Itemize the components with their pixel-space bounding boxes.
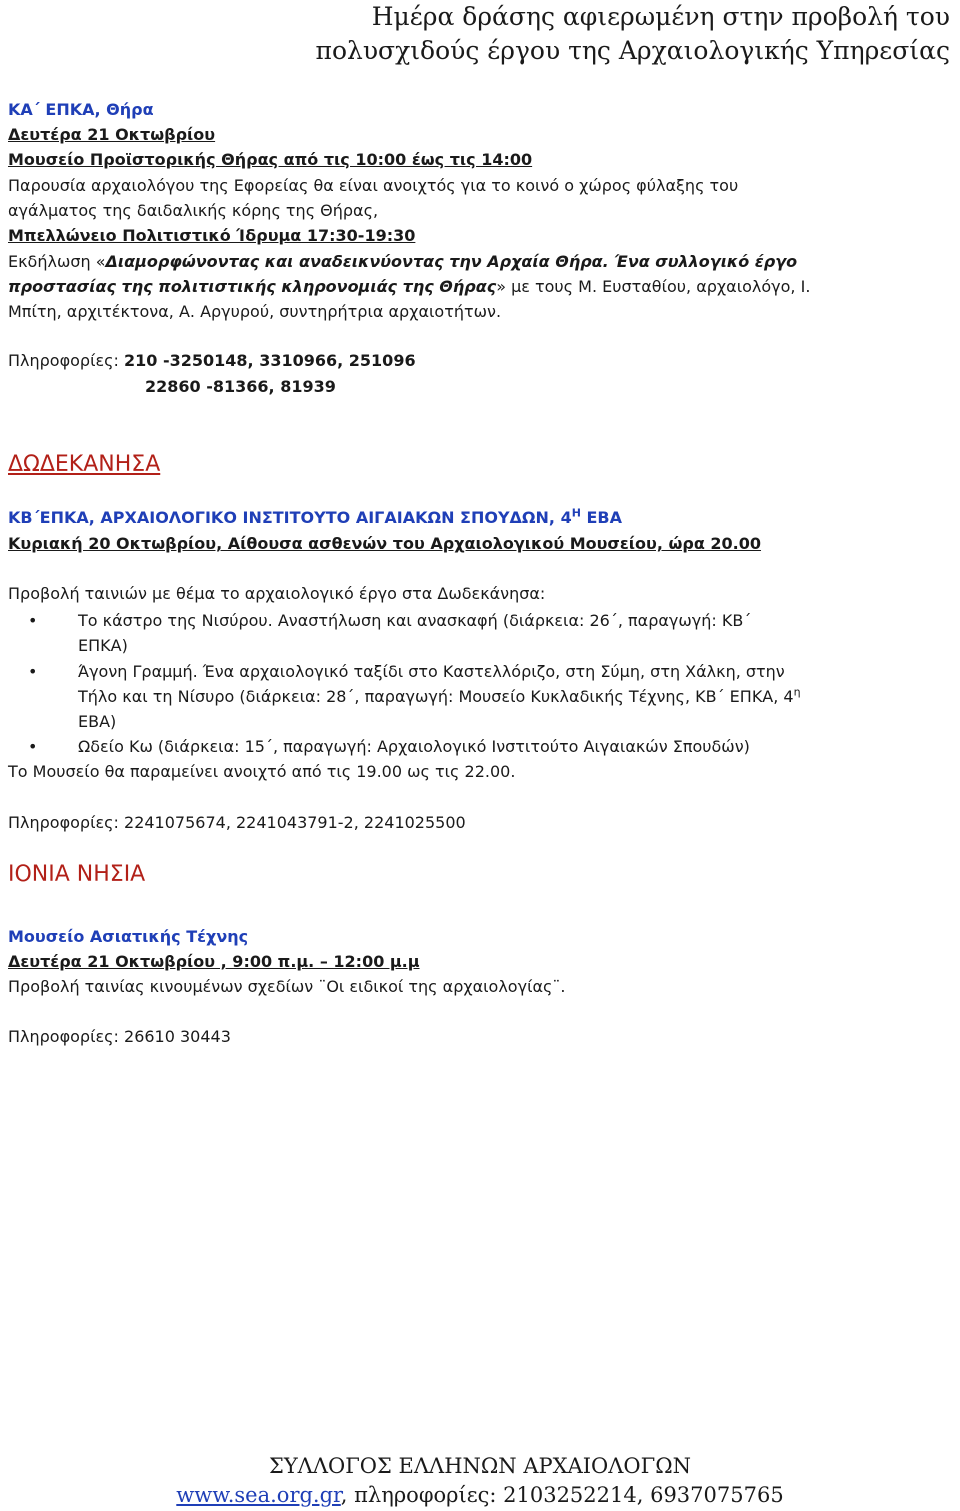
thira-date: Δευτέρα 21 Οκτωβρίου xyxy=(8,125,216,144)
ephorate-sup: Η xyxy=(571,506,581,520)
thira-info xyxy=(8,348,952,373)
event-title-2: προστασίας της πολιτιστικής κληρονομιάς της Θήρας xyxy=(8,277,497,296)
event-prefix: Εκδήλωση « xyxy=(8,252,106,271)
header-line-2: πολυσχιδούς έργου της Αρχαιολογικής Υπηρεσίας xyxy=(315,36,950,65)
footer-org: ΣΥΛΛΟΓΟΣ ΕΛΛΗΝΩΝ ΑΡΧΑΙΟΛΟΓΩΝ xyxy=(268,1454,692,1478)
region-dodecanese: ΔΩΔΕΚΑΝΗΣΑ xyxy=(8,452,161,477)
film-3: Ωδείο Κω (διάρκεια: 15΄, παραγωγή: Αρχαιολογικό Ινστιτούτο Αιγαιακών Σπουδών) xyxy=(78,737,750,756)
header-line-1: Ημέρα δράσης αφιερωμένη στην προβολή του xyxy=(371,2,950,31)
thira-venue: Μπελλώνειο Πολιτιστικό Ίδρυμα 17:30-19:30 xyxy=(8,226,416,245)
thira-museum: Μουσείο Προϊστορικής Θήρας από τις 10:00 έως τις 14:00 xyxy=(8,150,533,169)
ionian-date: Δευτέρα 21 Οκτωβρίου , 9:00 π.μ. – 12:00 μ.μ xyxy=(8,952,420,971)
dodecanese-ephorate xyxy=(8,505,952,530)
event-title-1: Διαμορφώνοντας και αναδεικνύοντας την Αρχαία Θήρα. Ένα συλλογικό έργο xyxy=(105,252,798,271)
ionian-museum: Μουσείο Ασιατικής Τέχνης xyxy=(8,927,249,946)
film-1 xyxy=(78,608,952,658)
ephorate-main: ΚΒ΄ΕΠΚΑ, ΑΡΧΑΙΟΛΟΓΙΚΟ ΙΝΣΤΙΤΟΥΤΟ ΑΙΓΑΙΑΚΩΝ ΣΠΟΥΔΩΝ, 4 xyxy=(8,508,572,527)
ionian-desc: Προβολή ταινίας κινουμένων σχεδίων ¨Οι ειδικοί της αρχαιολογίας¨. xyxy=(8,977,566,996)
info-label: Πληροφορίες: xyxy=(8,351,125,370)
dodecanese-info: Πληροφορίες: 2241075674, 2241043791-2, 2241025500 xyxy=(8,813,466,832)
footer-contact xyxy=(0,1480,960,1510)
website-link[interactable]: www.sea.org.gr xyxy=(176,1483,341,1507)
dodecanese-museum-open: Το Μουσείο θα παραμείνει ανοιχτό από τις 19.00 ως τις 22.00. xyxy=(8,762,516,781)
thira-desc-line-1: Παρουσία αρχαιολόγου της Εφορείας θα είναι ανοιχτός για το κοινό ο χώρος φύλαξης του xyxy=(8,176,739,195)
ionian-info: Πληροφορίες: 26610 30443 xyxy=(8,1027,231,1046)
film-2-sup: η xyxy=(793,685,801,699)
film-2-line-3: ΕΒΑ) xyxy=(78,712,117,731)
thira-event-line-2 xyxy=(8,274,952,299)
film-2-line-2: Τήλο και τη Νίσυρο (διάρκεια: 28΄, παραγωγή: Μουσείο Κυκλαδικής Τέχνης, ΚΒ΄ ΕΠΚΑ, 4 xyxy=(78,687,794,706)
film-1-line-2: ΕΠΚΑ) xyxy=(78,636,128,655)
page-header xyxy=(60,0,950,68)
bullet-icon: • xyxy=(28,737,38,756)
thira-event-line-1 xyxy=(8,249,952,274)
thira-info-phones-2: 22860 -81366, 81939 xyxy=(145,377,336,396)
dodecanese-date-venue: Κυριακή 20 Οκτωβρίου, Αίθουσα ασθενών του Αρχαιολογικού Μουσείου, ώρα 20.00 xyxy=(8,534,762,553)
bullet-icon: • xyxy=(28,662,38,681)
info-phones-1: 210 -3250148, 3310966, 251096 xyxy=(124,351,416,370)
dodecanese-intro: Προβολή ταινιών με θέμα το αρχαιολογικό έργο στα Δωδεκάνησα: xyxy=(8,584,546,603)
film-1-line-1: Το κάστρο της Νισύρου. Αναστήλωση και ανασκαφή (διάρκεια: 26΄, παραγωγή: ΚΒ΄ xyxy=(78,611,752,630)
film-2 xyxy=(78,659,952,734)
region-ionian: ΙΟΝΙΑ ΝΗΣΙΑ xyxy=(8,862,146,887)
thira-ephorate: ΚΑ΄ ΕΠΚΑ, Θήρα xyxy=(8,100,154,119)
thira-event-line-3: Μπίτη, αρχιτέκτονα, Α. Αργυρού, συντηρήτρια αρχαιοτήτων. xyxy=(8,302,502,321)
bullet-icon: • xyxy=(28,611,38,630)
footer-phones: , πληροφορίες: 2103252214, 6937075765 xyxy=(340,1483,784,1507)
film-2-line-1: Άγονη Γραμμή. Ένα αρχαιολογικό ταξίδι στο Καστελλόριζο, στη Σύμη, στη Χάλκη, στην xyxy=(78,662,785,681)
thira-desc-line-2: αγάλματος της δαιδαλικής κόρης της Θήρας, xyxy=(8,201,379,220)
ephorate-end: ΕΒΑ xyxy=(580,508,622,527)
event-rest-1: » με τους Μ. Ευσταθίου, αρχαιολόγο, Ι. xyxy=(496,277,811,296)
